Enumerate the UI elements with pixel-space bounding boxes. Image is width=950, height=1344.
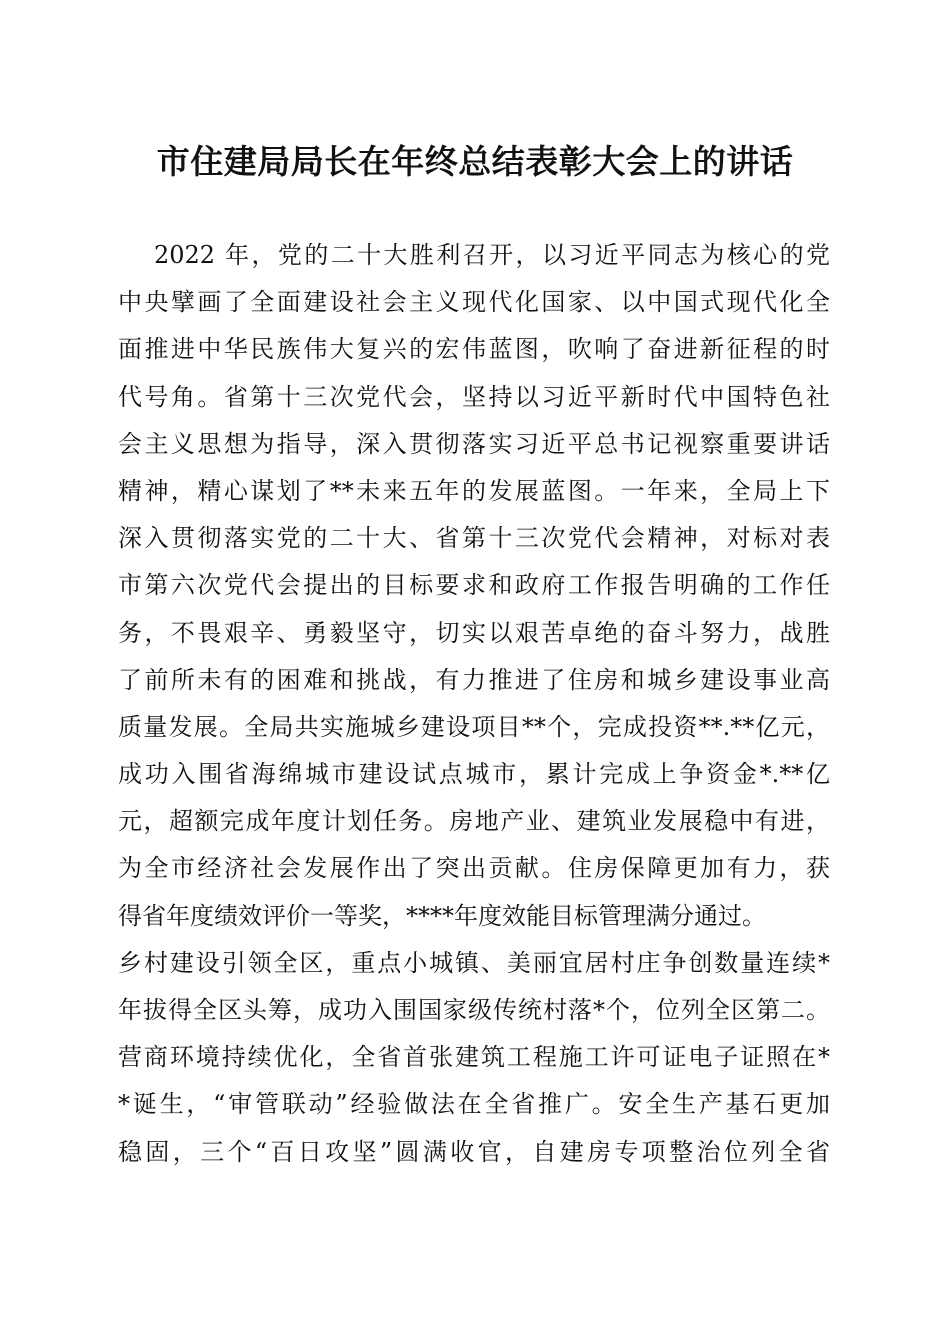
text-line: 市第六次党代会提出的目标要求和政府工作报告明确的工作任: [118, 571, 830, 600]
body-paragraph: [118, 232, 830, 1176]
text-line: 了前所未有的困难和挑战，有力推进了住房和城乡建设事业高: [118, 665, 830, 694]
text-line: 营商环境持续优化，全省首张建筑工程施工许可证电子证照在*: [118, 1043, 830, 1072]
text-line: *诞生，“审管联动”经验做法在全省推广。安全生产基石更加: [118, 1090, 830, 1119]
text-line: 代号角。省第十三次党代会，坚持以习近平新时代中国特色社: [118, 382, 830, 411]
text-line: 中央擘画了全面建设社会主义现代化国家、以中国式现代化全: [118, 288, 830, 317]
text-line: 面推进中华民族伟大复兴的宏伟蓝图，吹响了奋进新征程的时: [118, 335, 830, 364]
text-line: 稳固，三个“百日攻坚”圆满收官，自建房专项整治位列全省: [118, 1137, 830, 1166]
text-line: 年拔得全区头筹，成功入围国家级传统村落*个，位列全区第二。: [118, 996, 830, 1024]
text-line: 会主义思想为指导，深入贯彻落实习近平总书记视察重要讲话: [118, 429, 830, 458]
text-line: 精神，精心谋划了**未来五年的发展蓝图。一年来，全局上下: [118, 476, 830, 505]
text-line: 得省年度绩效评价一等奖，****年度效能目标管理满分通过。: [118, 901, 766, 930]
text-line: 2022 年，党的二十大胜利召开，以习近平同志为核心的党: [154, 241, 830, 269]
document-title: 市住建局局长在年终总结表彰大会上的讲话: [156, 142, 794, 181]
text-line: 质量发展。全局共实施城乡建设项目**个，完成投资**.**亿元，: [118, 712, 830, 741]
text-line: 深入贯彻落实党的二十大、省第十三次党代会精神，对标对表: [118, 524, 830, 553]
text-line: 为全市经济社会发展作出了突出贡献。住房保障更加有力，获: [118, 854, 830, 883]
text-line: 乡村建设引领全区，重点小城镇、美丽宜居村庄争创数量连续*: [118, 948, 830, 977]
text-line: 成功入围省海绵城市建设试点城市，累计完成上争资金*.**亿: [118, 760, 830, 789]
text-line: 务，不畏艰辛、勇毅坚守，切实以艰苦卓绝的奋斗努力，战胜: [118, 618, 830, 647]
text-line: 元，超额完成年度计划任务。房地产业、建筑业发展稳中有进，: [118, 807, 830, 836]
